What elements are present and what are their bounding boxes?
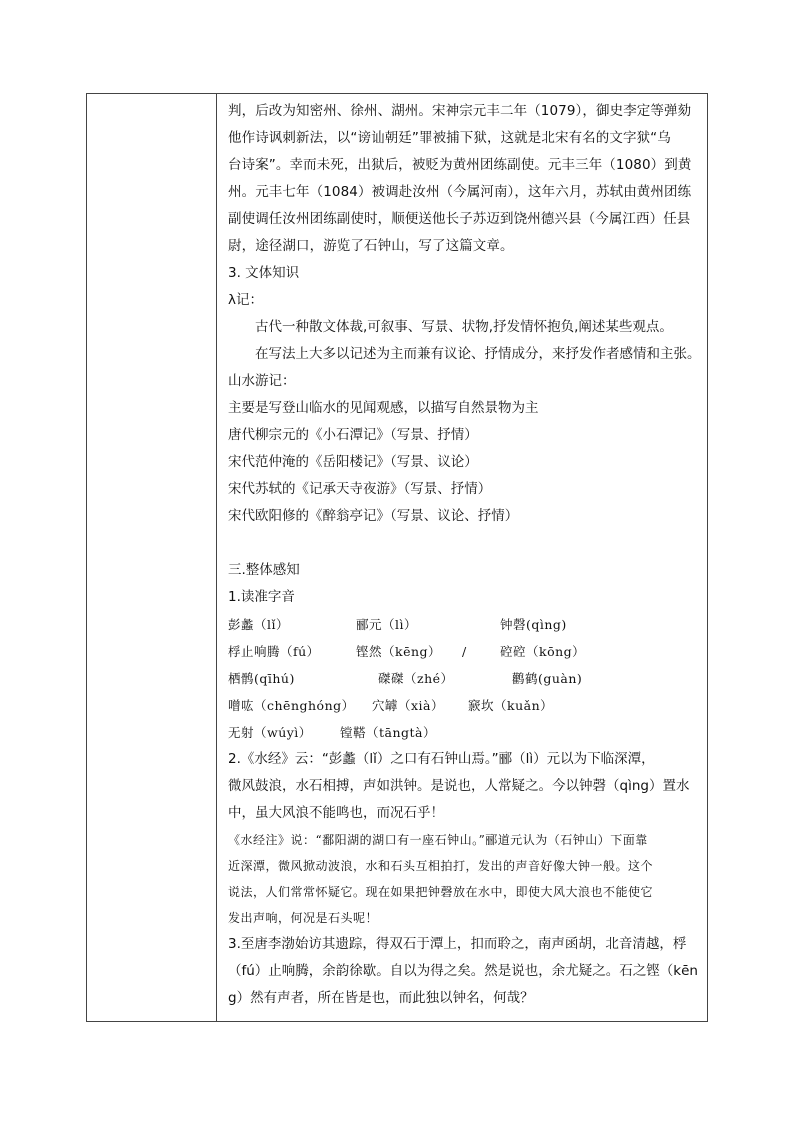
shanshui-label: 山水游记： <box>228 373 296 389</box>
pinyin-row <box>228 692 699 719</box>
pinyin-item: 镗鞳（tāngtà） <box>340 725 437 740</box>
text-line: 副使调任汝州团练副使时，顺便送他长子苏迈到饶州德兴县（今属江西）任县 <box>228 211 691 227</box>
text-line: g）然有声者，所在皆是也，而此独以钟名，何哉？ <box>228 990 534 1006</box>
pinyin-row <box>228 665 699 692</box>
pinyin-item: 郦元（lì） <box>356 617 417 632</box>
translation-line: 发出声响，何况是石头呢！ <box>228 911 379 925</box>
author-intro <box>228 98 699 260</box>
ji-definition: 在写法上大多以记述为主而兼有议论、抒情成分，来抒发作者感情和主张。 <box>255 346 701 362</box>
text-line: 台诗案”。幸而未死，出狱后，被贬为黄州团练副使。元丰三年（1080）到黄 <box>228 157 692 173</box>
ji-label: λ记： <box>228 292 263 308</box>
pinyin-item: 噌吰（chēnghóng） <box>228 698 355 713</box>
pinyin-item: 彭蠡（lǐ） <box>228 617 289 632</box>
left-column <box>87 94 217 1021</box>
pinyin-item: 磔磔（zhé） <box>378 671 454 686</box>
translation-line: 说法，人们常常怀疑它。现在如果把钟磬放在水中，即使大风大浪也不能使它 <box>228 885 654 899</box>
pinyin-item: 硿硿（kōng） <box>500 644 586 659</box>
translation-line: 近深潭，微风掀动波浪，水和石头互相拍打，发出的声音好像大钟一般。这个 <box>228 859 654 873</box>
text-line: 中，虽大风浪不能鸣也，而况石乎！ <box>228 805 444 821</box>
pinyin-item: 桴止响腾（fú） <box>228 644 320 659</box>
genre-knowledge <box>228 260 699 530</box>
pinyin-item: 铿然（kēng） <box>356 644 442 659</box>
pinyin-item: 无射（wúyì） <box>228 725 312 740</box>
pinyin-item: 钟磬(qìng) <box>500 617 567 632</box>
text-line: 2.《水经》云：“彭蠡（lǐ）之口有石钟山焉。”郦（lì）元以为下临深潭， <box>228 751 655 767</box>
pinyin-item: 窾坎（kuǎn） <box>468 698 554 713</box>
pinyin-row <box>228 611 699 638</box>
pinyin-row <box>228 719 699 746</box>
translation-line: 《水经注》说：“鄱阳湖的湖口有一座石钟山。”郦道元认为（石钟山）下面靠 <box>228 833 648 847</box>
text-line: 尉，途径湖口，游览了石钟山，写了这篇文章。 <box>228 238 514 254</box>
example-item: 宋代欧阳修的《醉翁亭记》（写景、议论、抒情） <box>228 508 519 524</box>
right-column <box>218 94 707 1021</box>
pinyin-item: 穴罅（xià） <box>372 698 444 713</box>
sub-heading: 1.读准字音 <box>228 589 295 605</box>
overall-perception <box>228 557 699 1012</box>
text-line: 3.至唐李渤始访其遗踪，得双石于潭上，扣而聆之，南声函胡，北音清越，桴 <box>228 936 687 952</box>
ji-definition: 古代一种散文体裁,可叙事、写景、状物,抒发情怀抱负,阐述某些观点。 <box>255 319 673 335</box>
pinyin-item: 栖鹘(qīhú) <box>228 671 295 686</box>
pinyin-item: 鹳鹤(guàn) <box>512 671 583 686</box>
text-line: 他作诗讽刺新法，以“谤讪朝廷”罪被捕下狱，这就是北宋有名的文字狱“乌 <box>228 130 671 146</box>
example-item: 宋代范仲淹的《岳阳楼记》（写景、议论） <box>228 454 478 470</box>
example-item: 宋代苏轼的《记承天寺夜游》（写景、抒情） <box>228 481 492 497</box>
text-line: 微风鼓浪，水石相搏，声如洪钟。是说也，人常疑之。今以钟磬（qìng）置水 <box>228 778 690 794</box>
pinyin-separator: / <box>462 644 467 659</box>
section-heading: 三.整体感知 <box>228 562 300 578</box>
text-line: （fú）止响腾，余韵徐歇。自以为得之矣。然是说也，余尤疑之。石之铿（kēn <box>228 963 698 979</box>
text-line: 州。元丰七年（1084）被调赴汝州（今属河南），这年六月，苏轼由黄州团练 <box>228 184 692 200</box>
section-heading: 3. 文体知识 <box>228 265 300 281</box>
shanshui-definition: 主要是写登山临水的见闻观感，以描写自然景物为主 <box>228 400 539 416</box>
example-item: 唐代柳宗元的《小石潭记》（写景、抒情） <box>228 427 478 443</box>
pinyin-row <box>228 638 699 665</box>
content-table <box>86 93 708 1022</box>
text-line: 判，后改为知密州、徐州、湖州。宋神宗元丰二年（1079），御史李定等弹劾 <box>228 103 692 119</box>
